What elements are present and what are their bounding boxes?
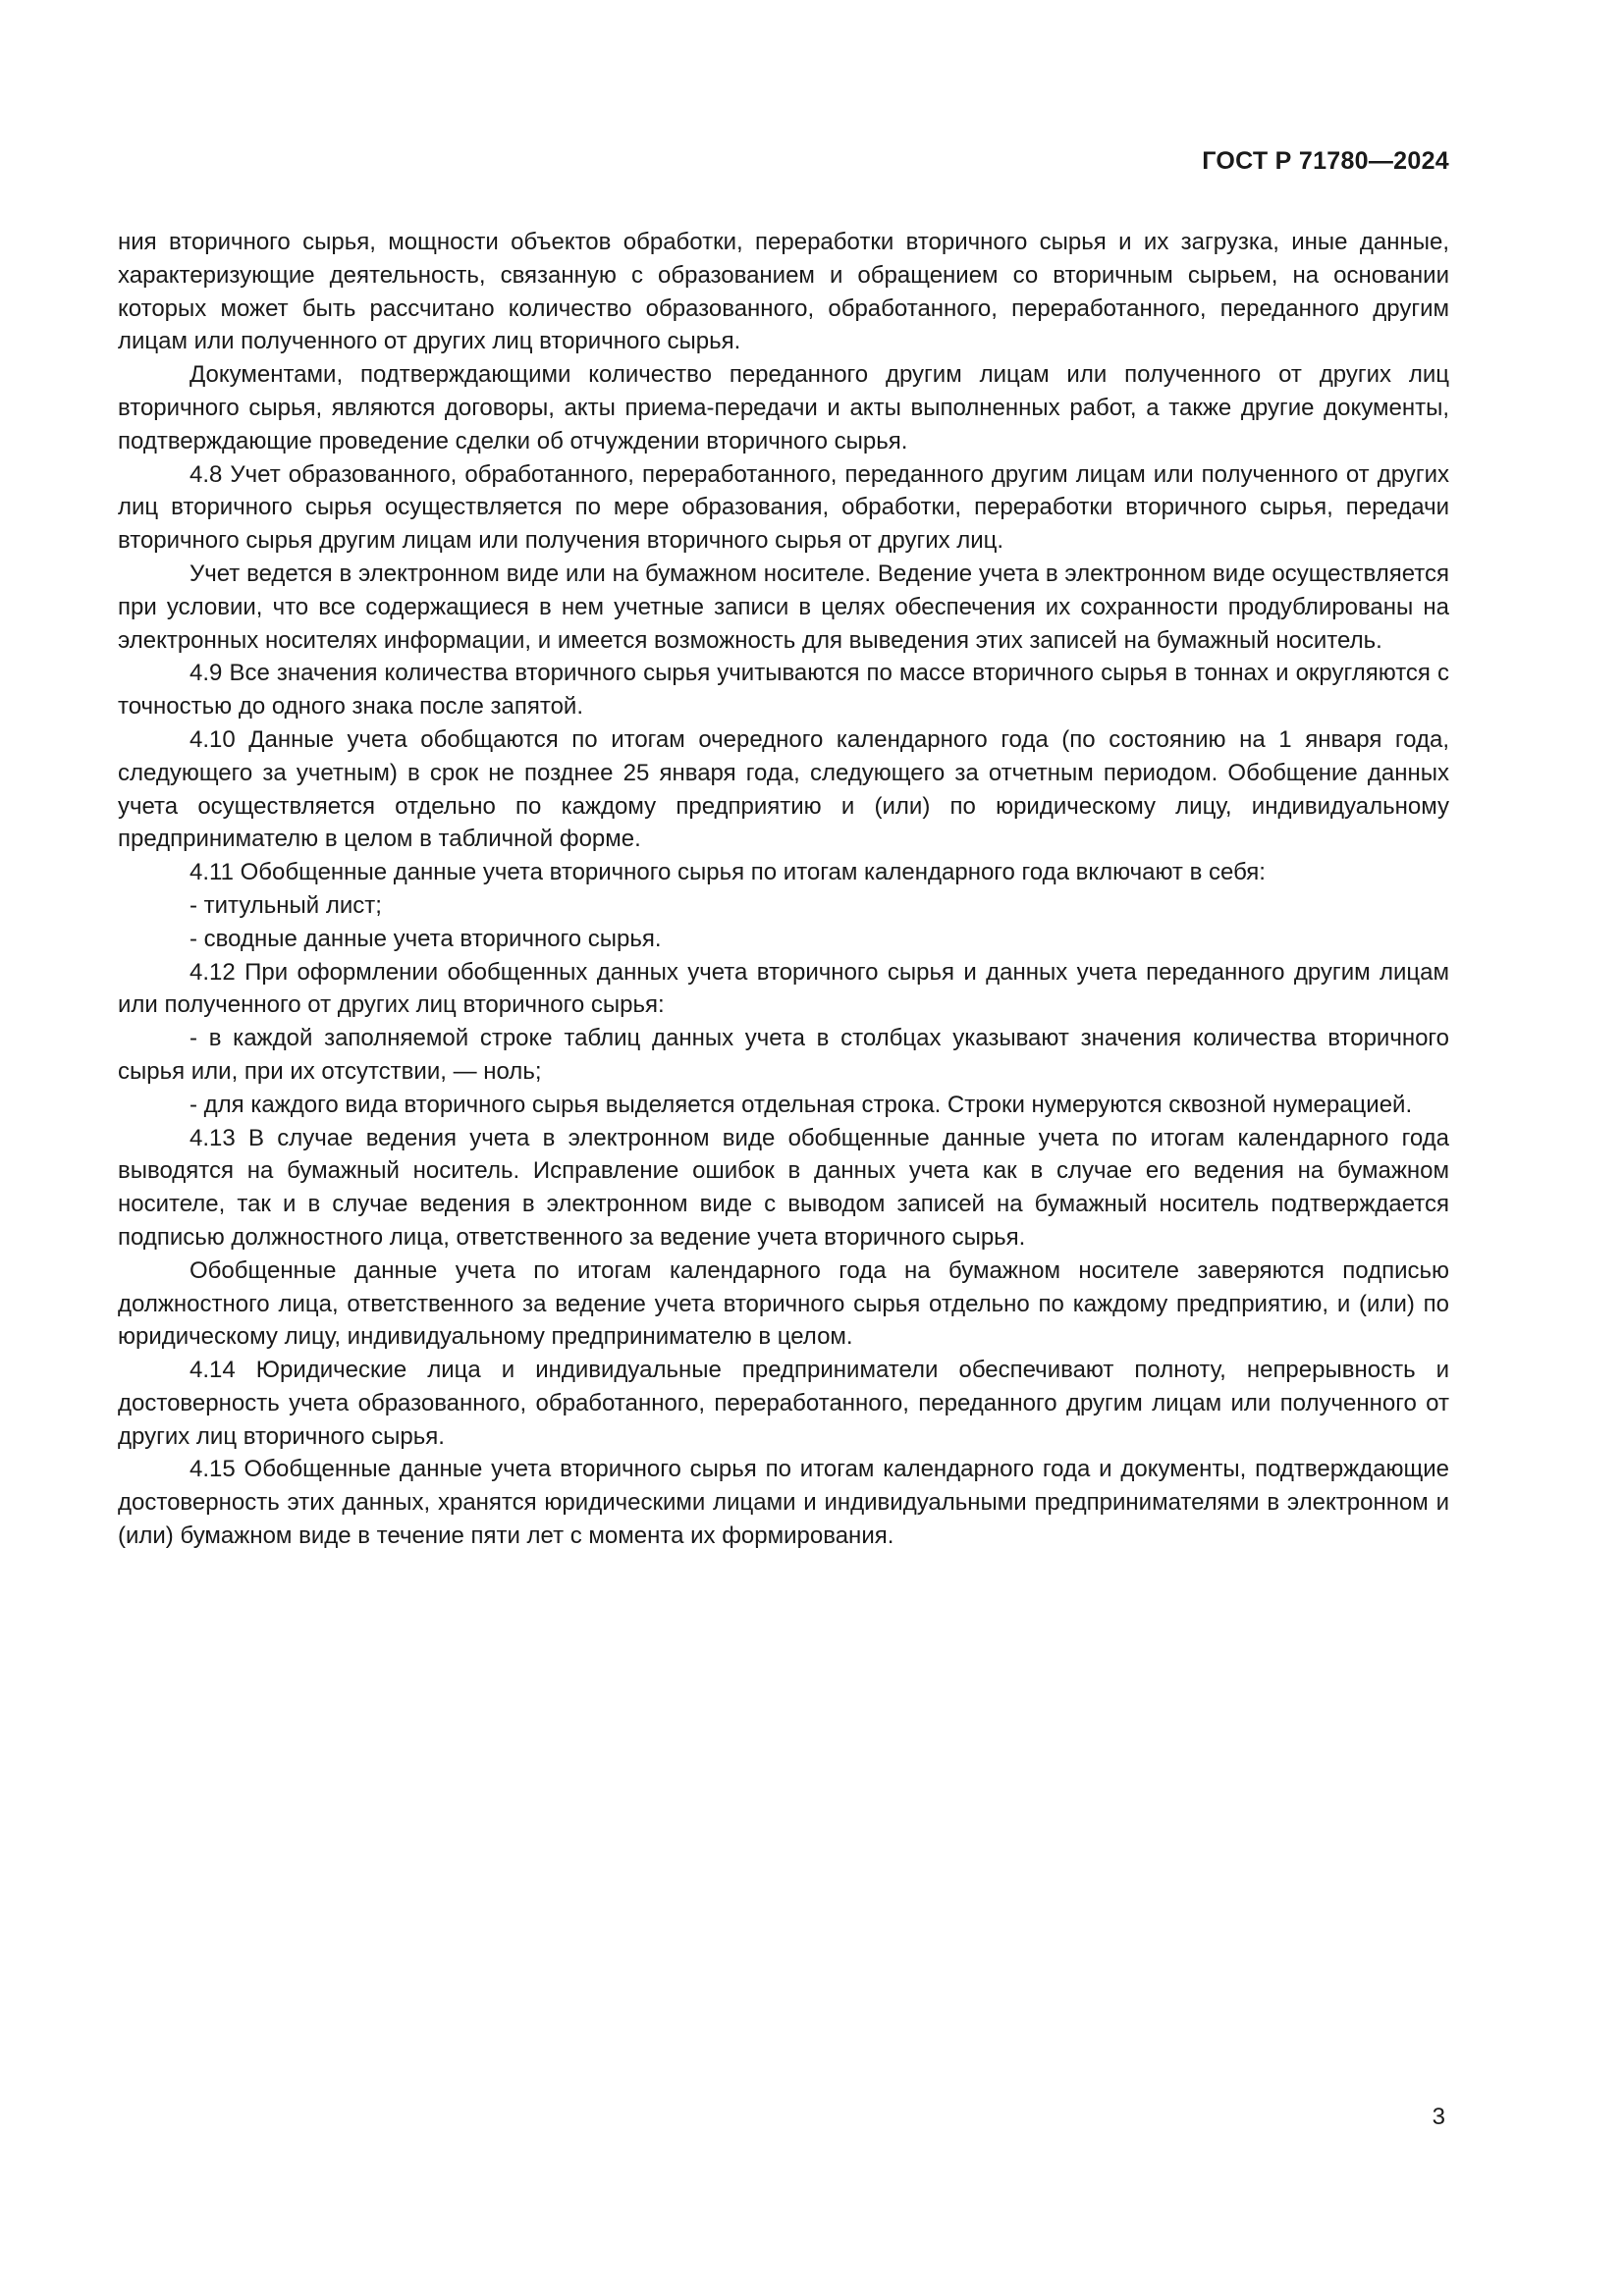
document-header: ГОСТ Р 71780—2024	[1202, 147, 1449, 175]
clause-4-13: 4.13 В случае ведения учета в электронном виде обобщенные данные учета по итогам календарного года выводятся на бумажный носитель. Исправление ошибок в данных учета как в случае его ведения на бумажном носителе, так и в случае ведения в электронном виде с выводом записей на бумажный носитель подтверждается подписью должностного лица, ответственного за ведение учета вторичного сырья.	[118, 1124, 1449, 1251]
list-item: - в каждой заполняемой строке таблиц данных учета в столбцах указывают значения количества вторичного сырья или, при их отсутствии, — ноль;	[118, 1025, 1449, 1085]
paragraph: Документами, подтверждающими количество переданного другим лицам или полученного от других лиц вторичного сырья, являются договоры, акты приема-передачи и акты выполненных работ, а также другие документы, подтверждающие проведение сделки об отчуждении вторичного сырья.	[118, 361, 1449, 454]
clause-4-14: 4.14 Юридические лица и индивидуальные предприниматели обеспечивают полноту, непрерывность и достоверность учета образованного, обработанного, переработанного, переданного другим лицам или полученного от других лиц вторичного сырья.	[118, 1357, 1449, 1450]
paragraph: Учет ведется в электронном виде или на бумажном носителе. Ведение учета в электронном виде осуществляется при условии, что все содержащиеся в нем учетные записи в целях обеспечения их сохранности продублированы на электронных носителях информации, и имеется возможность для выведения этих записей на бумажный носитель.	[118, 560, 1449, 654]
list-item: - для каждого вида вторичного сырья выделяется отдельная строка. Строки нумеруются сквозной нумерацией.	[189, 1091, 1413, 1118]
clause-4-15: 4.15 Обобщенные данные учета вторичного сырья по итогам календарного года и документы, подтверждающие достоверность этих данных, хранятся юридическими лицами и индивидуальными предпринимателями в электронном и (или) бумажном виде в течение пяти лет с момента их формирования.	[118, 1456, 1449, 1550]
document-body	[118, 226, 1449, 1553]
page-number: 3	[1432, 2104, 1445, 2130]
list-item: - титульный лист;	[189, 891, 382, 919]
paragraph: Обобщенные данные учета по итогам календарного года на бумажном носителе заверяются подписью должностного лица, ответственного за ведение учета вторичного сырья отдельно по каждому предприятию, и (или) по юридическому лицу, индивидуальному предпринимателю в целом.	[118, 1256, 1449, 1351]
clause-4-12: 4.12 При оформлении обобщенных данных учета вторичного сырья и данных учета переданного другим лицам или полученного от других лиц вторичного сырья:	[118, 958, 1449, 1019]
list-item: - сводные данные учета вторичного сырья.	[189, 925, 662, 952]
clause-4-9: 4.9 Все значения количества вторичного сырья учитываются по массе вторичного сырья в тоннах и округляются с точностью до одного знака после запятой.	[118, 660, 1449, 721]
clause-4-8: 4.8 Учет образованного, обработанного, переработанного, переданного другим лицам или полученного от других лиц вторичного сырья осуществляется по мере образования, обработки, переработки вторичного сырья, передачи вторичного сырья другим лицам или получения вторичного сырья от других лиц.	[118, 460, 1449, 555]
paragraph: ния вторичного сырья, мощности объектов обработки, переработки вторичного сырья и их загрузка, иные данные, характеризующие деятельность, связанную с образованием и обращением со вторичным сырьем, на основании которых может быть рассчитано количество образованного, обработанного, переработанного, переданного другим лицам или полученного от других лиц вторичного сырья.	[118, 229, 1449, 355]
clause-4-11: 4.11 Обобщенные данные учета вторичного сырья по итогам календарного года включают в себя:	[189, 859, 1266, 886]
clause-4-10: 4.10 Данные учета обобщаются по итогам очередного календарного года (по состоянию на 1 января года, следующего за учетным) в срок не позднее 25 января года, следующего за отчетным периодом. Обобщение данных учета осуществляется отдельно по каждому предприятию и (или) по юридическому лицу, индивидуальному предпринимателю в целом в табличной форме.	[118, 725, 1449, 853]
